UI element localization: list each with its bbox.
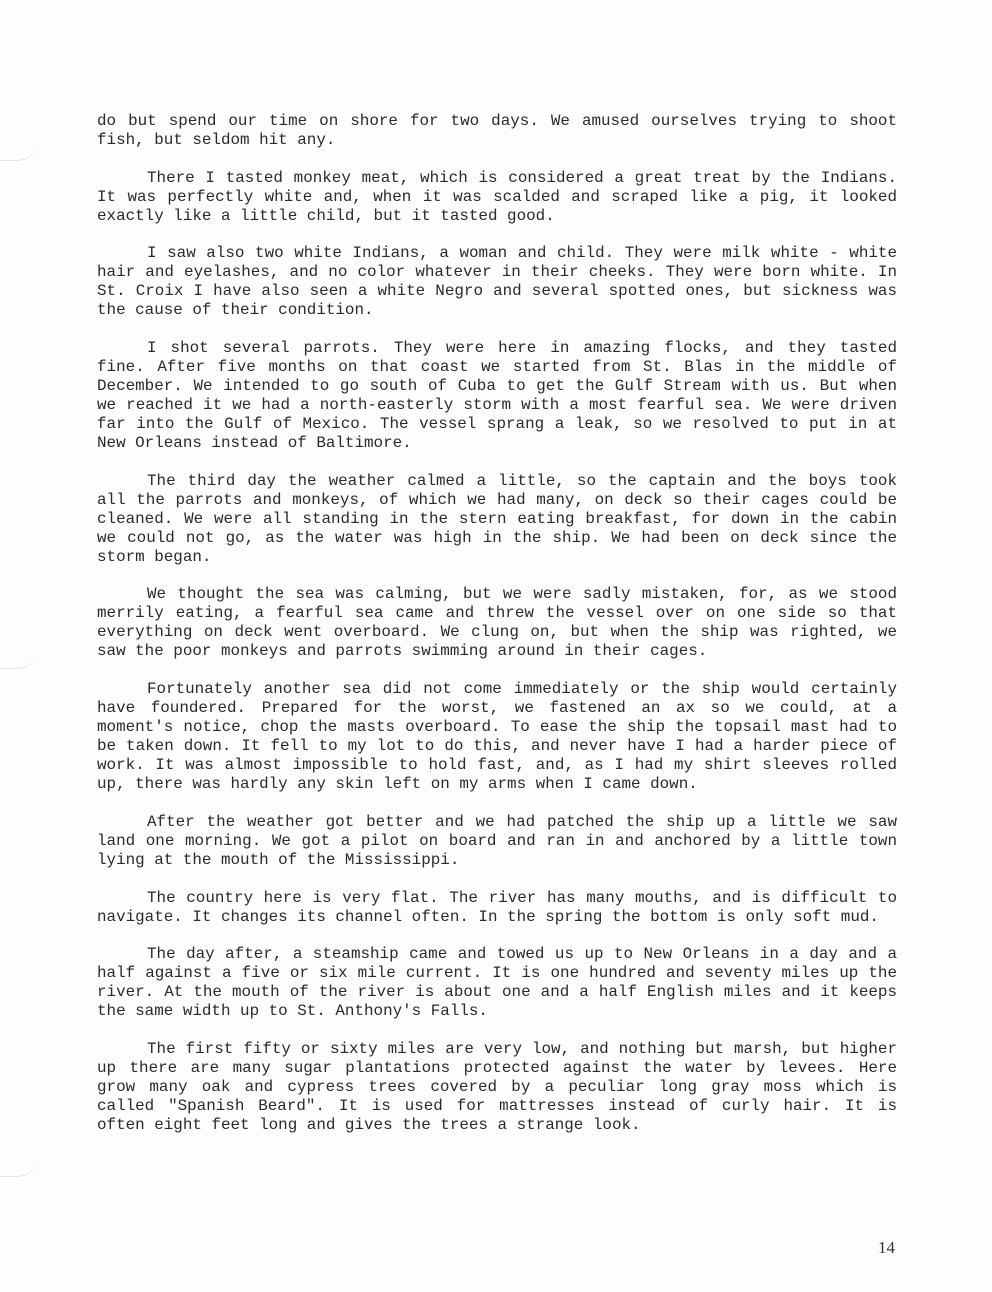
paragraph: We thought the sea was calming, but we were sadly mistaken, for, as we stood merrily eating, a fearful sea came and threw the vessel over on one side so that everything on deck went overboard. We clung on, but when the ship was righted, we saw the poor monkeys and parrots swimming around in their cages. [97,585,897,661]
paragraph: I shot several parrots. They were here in amazing flocks, and they tasted fine. After five months on that coast we started from St. Blas in the middle of December. We intended to go south of Cuba to get the Gulf Stream with us. But when we reached it we had a north-easterly storm with a most fearful sea. We were driven far into the Gulf of Mexico. The vessel sprang a leak, so we resolved to put in at New Orleans instead of Baltimore. [97,339,897,453]
paragraph: Fortunately another sea did not come immediately or the ship would certainly have foundered. Prepared for the worst, we fastened an ax so we could, at a moment's notice, chop the masts overboard. To ease the ship the topsail mast had to be taken down. It fell to my lot to do this, and never have I had a harder piece of work. It was almost impossible to hold fast, and, as I had my shirt sleeves rolled up, there was hardly any skin left on my arms when I came down. [97,680,897,794]
scan-mark [0,648,38,669]
paragraph: The third day the weather calmed a little, so the captain and the boys took all the parrots and monkeys, of which we had many, on deck so their cages could be cleaned. We were all standing in the stern eating breakfast, for down in the cabin we could not go, as the water was high in the ship. We had been on deck since the storm began. [97,471,897,566]
paragraph: The first fifty or sixty miles are very low, and nothing but marsh, but higher up there are many sugar plantations protected against the water by levees. Here grow many oak and cypress trees covered by a peculiar long gray moss which is called "Spanish Beard". It is used for mattresses instead of curly hair. It is often eight feet long and gives the trees a strange look. [97,1039,897,1134]
body-text [97,112,897,1154]
paragraph: There I tasted monkey meat, which is considered a great treat by the Indians. It was perfectly white and, when it was scalded and scraped like a pig, it looked exactly like a little child, but it tasted good. [97,168,897,225]
paragraph: I saw also two white Indians, a woman and child. They were milk white - white hair and eyelashes, and no color whatever in their cheeks. They were born white. In St. Croix I have also seen a white Negro and several spotted ones, but sickness was the cause of their condition. [97,244,897,320]
scan-mark [0,1156,38,1177]
paragraph: The country here is very flat. The river has many mouths, and is difficult to navigate. It changes its channel often. In the spring the bottom is only soft mud. [97,888,897,926]
paragraph: do but spend our time on shore for two days. We amused ourselves trying to shoot fish, but seldom hit any. [97,112,897,149]
paragraph: After the weather got better and we had patched the ship up a little we saw land one morning. We got a pilot on board and ran in and anchored by a little town lying at the mouth of the Mississippi. [97,812,897,869]
scan-mark [0,140,38,161]
paragraph: The day after, a steamship came and towed us up to New Orleans in a day and a half against a five or six mile current. It is one hundred and seventy miles up the river. At the mouth of the river is about one and a half English miles and it keeps the same width up to St. Anthony's Falls. [97,945,897,1021]
page-number: 14 [878,1238,895,1257]
